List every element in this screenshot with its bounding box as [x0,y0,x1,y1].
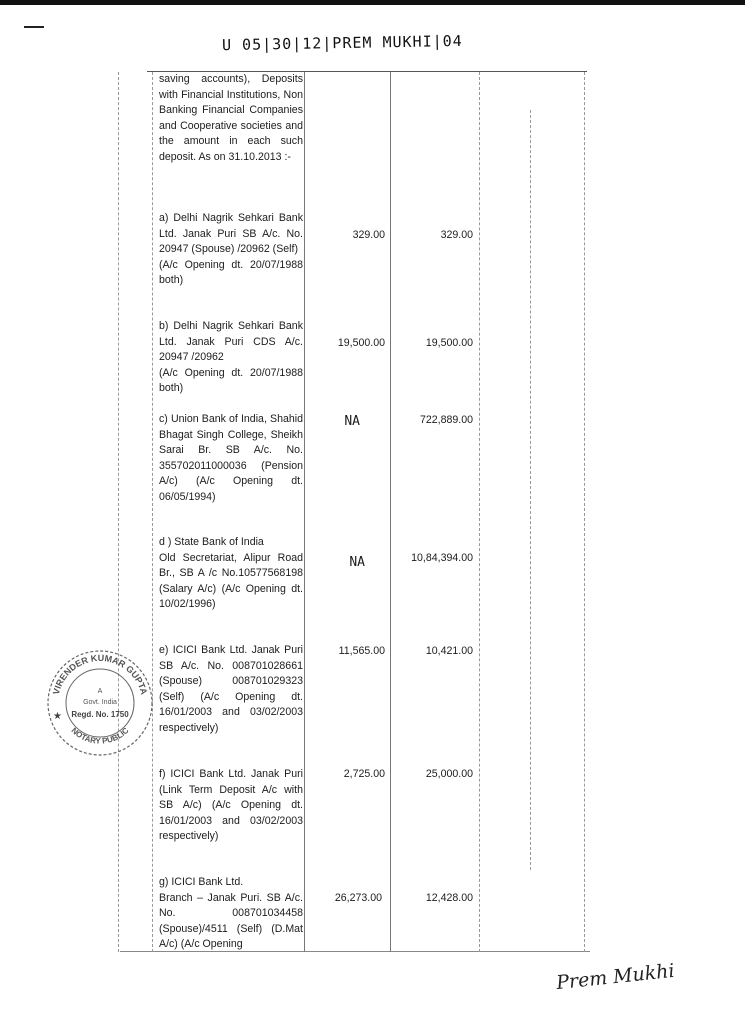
deposit-g-description [159,875,303,953]
deposit-g-self-amount: 12,428.00 [425,892,473,904]
stamp-reg-no: Regd. No. 1750 [71,710,129,719]
column-line-spouse [390,72,391,952]
signature: Prem Mukhi [555,959,676,995]
stamp-center-line-1: A [97,688,103,695]
deposit-b-description [159,319,303,397]
deposit-g-spouse-amount: 26,273.00 [334,892,382,904]
deposit-e-spouse-amount: 11,565.00 [338,645,385,657]
handwritten-reference: U 05|30|12|PREM MUKHI|04 [221,31,463,55]
stamp-center-line-2: Govt. India [83,699,117,706]
deposit-c-self-amount: 722,889.00 [419,414,473,426]
deposit-a-description [159,211,303,289]
deposit-d-line-2: Old Secretariat, Alipur Road Br., SB A /c No.10577568198 (Salary A/c) (A/c Opening dt. 10/02/1996) [159,551,303,610]
deposit-e-self-amount: 10,421.00 [425,645,473,657]
deposit-a-line-1: a) Delhi Nagrik Sehkari Bank Ltd. Janak Puri SB A/c. No. 20947 (Spouse) /20962 (Self) [159,212,303,255]
deposit-a-spouse-amount: 329.00 [352,229,385,241]
deposit-f-description [159,767,303,845]
column-line-self [479,72,480,952]
deposit-g-line-1: g) ICICI Bank Ltd. [159,876,244,888]
deposit-b-spouse-amount: 19,500.00 [337,337,385,349]
column-line-desc [304,72,305,952]
deposit-d-self-amount: 10,84,394.00 [411,552,473,564]
deposit-g-line-2: Branch – Janak Puri. SB A/c. No. 008701034458 (Spouse)/4511 (Self) (D.Mat A/c) (A/c Opening [159,891,303,950]
column-line-extra [530,110,531,870]
deposit-e-description [159,643,303,736]
deposit-c-line-1: c) Union Bank of India, Shahid Bhagat Singh College, Sheikh Sarai Br. SB A/c. No. 355702011000036 (Pension A/c) (A/c Opening dt. 06/05/1994) [159,413,303,503]
deposit-d-description [159,535,303,613]
stamp-ring-text: VIRENDER KUMAR GUPTA [50,652,150,696]
deposit-a-line-2: (A/c Opening dt. 20/07/1988 both) [159,258,303,286]
deposit-d-spouse-amount: NA [349,555,365,570]
intro-text: saving accounts), Deposits with Financial Institutions, Non Banking Financial Companies and Cooperative societies and the amount in each such deposit. As on 31.10.2013 :- [159,73,303,163]
deposit-a-self-amount: 329.00 [440,229,473,241]
column-line-serial [152,72,153,952]
deposit-b-line-2: (A/c Opening dt. 20/07/1988 both) [159,366,303,394]
deposit-f-self-amount: 25,000.00 [425,768,473,780]
deposit-e-line-1: e) ICICI Bank Ltd. Janak Puri SB A/c. No. 008701028661 (Spouse) 008701029323 (Self) (A/c Opening dt. 16/01/2003 and 03/02/2003 respectively) [159,644,303,734]
intro-description [159,72,303,165]
deposit-c-spouse-amount: NA [344,414,360,429]
deposit-b-line-1: b) Delhi Nagrik Sehkari Bank Ltd. Janak Puri CDS A/c. 20947 /20962 [159,320,303,363]
deposit-f-line-1: f) ICICI Bank Ltd. Janak Puri (Link Term Deposit A/c with SB A/c) (A/c Opening dt. 16/01/2003 and 03/02/2003 respectively) [159,768,303,842]
stamp-star-left-icon: ★ [53,711,62,722]
deposit-c-description [159,412,303,505]
deposit-f-spouse-amount: 2,725.00 [343,768,385,780]
stamp-bottom-text: NOTARY PUBLIC [69,725,131,746]
scan-top-edge [0,0,745,5]
deposit-b-self-amount: 19,500.00 [425,337,473,349]
deposit-d-line-1: d ) State Bank of India [159,536,264,548]
column-line-right [584,72,585,952]
notary-stamp [44,637,156,769]
margin-dash [24,26,44,28]
column-line-left [118,72,119,952]
